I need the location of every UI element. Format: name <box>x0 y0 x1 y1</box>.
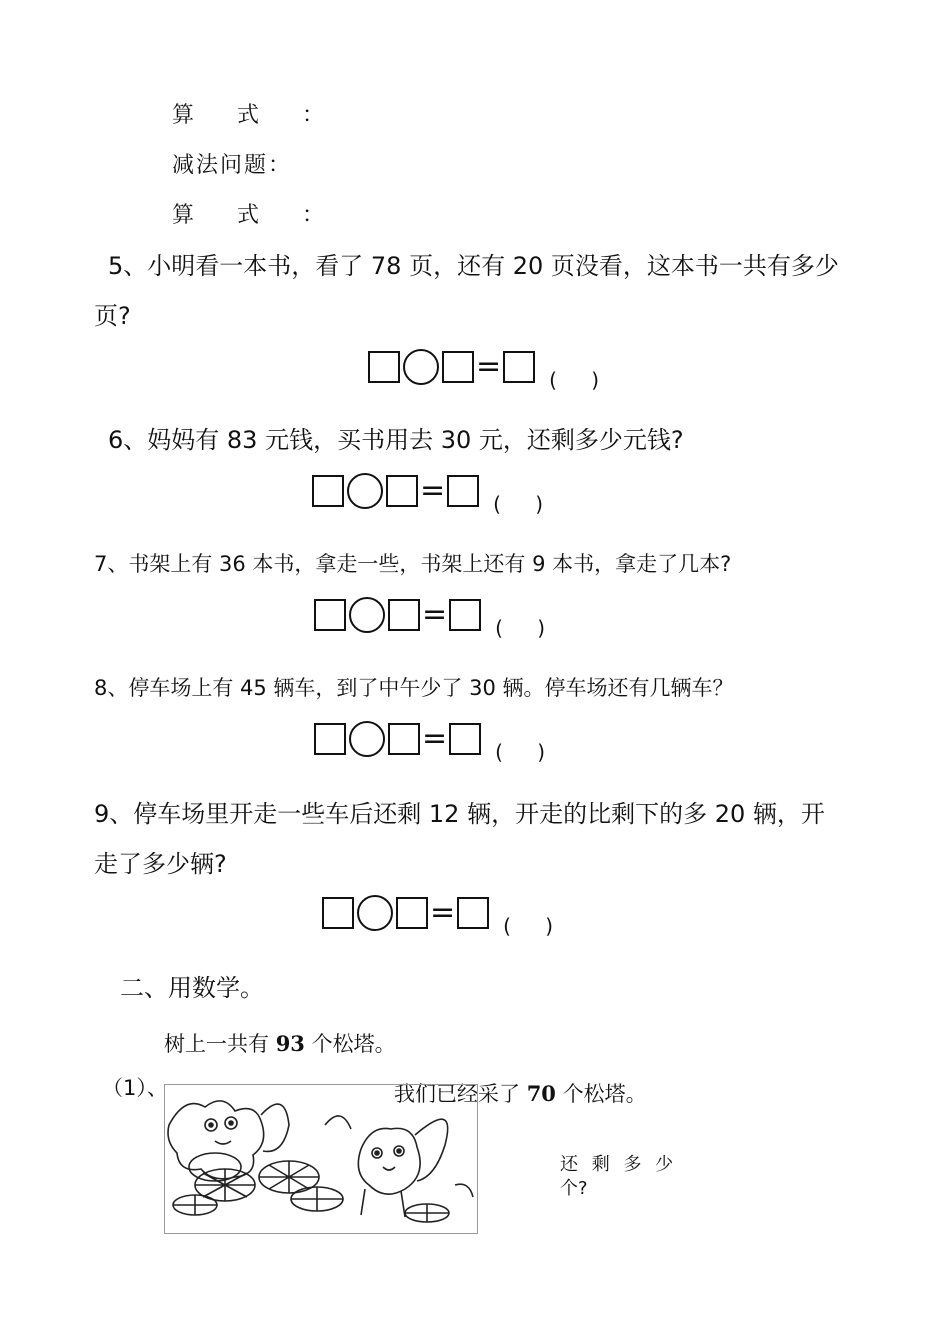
question-9-line1: 9、停车场里开走一些车后还剩 12 辆，开走的比剩下的多 20 辆，开 <box>94 800 825 828</box>
answer-box[interactable] <box>388 599 420 631</box>
remaining-question-line1: 还 剩 多 少 <box>560 1154 678 1175</box>
formula-label-1: 算 式 ： <box>172 103 342 128</box>
operator-circle[interactable] <box>357 895 393 931</box>
section-2-heading: 二、用数学。 <box>120 974 264 1002</box>
picked-text: 我们已经采了 70 个松塔。 <box>394 1081 647 1106</box>
unit-parentheses[interactable]: ( ) <box>493 492 558 516</box>
unit-parentheses[interactable]: ( ) <box>549 368 614 392</box>
answer-box[interactable] <box>314 599 346 631</box>
question-5-line2: 页? <box>94 302 131 330</box>
operator-circle[interactable] <box>349 597 385 633</box>
operator-circle[interactable] <box>347 473 383 509</box>
operator-circle[interactable] <box>349 721 385 757</box>
tree-total-text: 树上一共有 93 个松塔。 <box>164 1031 396 1056</box>
unit-parentheses[interactable]: ( ) <box>495 616 560 640</box>
result-box[interactable] <box>447 475 479 507</box>
answer-box[interactable] <box>314 723 346 755</box>
equation-template-6 <box>312 466 557 516</box>
answer-box[interactable] <box>388 723 420 755</box>
equals-sign: = <box>476 349 502 384</box>
result-box[interactable] <box>449 599 481 631</box>
equals-sign: = <box>422 597 448 632</box>
answer-box[interactable] <box>312 475 344 507</box>
answer-box[interactable] <box>322 897 354 929</box>
operator-circle[interactable] <box>403 349 439 385</box>
answer-box[interactable] <box>368 351 400 383</box>
answer-box[interactable] <box>442 351 474 383</box>
equation-template-7 <box>314 590 559 640</box>
question-8: 8、停车场上有 45 辆车，到了中午少了 30 辆。停车场还有几辆车？ <box>94 676 734 700</box>
squirrels-illustration-icon <box>164 1084 478 1234</box>
question-6: 6、妈妈有 83 元钱，买书用去 30 元，还剩多少元钱? <box>108 426 684 454</box>
equals-sign: = <box>430 895 456 930</box>
equals-sign: = <box>420 473 446 508</box>
equation-template-5 <box>368 342 613 392</box>
question-7: 7、书架上有 36 本书，拿走一些，书架上还有 9 本书，拿走了几本? <box>94 552 732 576</box>
item-1-label: （1）、 <box>102 1076 168 1100</box>
result-box[interactable] <box>457 897 489 929</box>
unit-parentheses[interactable]: ( ) <box>503 914 568 938</box>
result-box[interactable] <box>503 351 535 383</box>
equation-template-9 <box>322 888 567 938</box>
answer-box[interactable] <box>386 475 418 507</box>
formula-label-2: 算 式 ： <box>172 203 342 228</box>
equals-sign: = <box>422 721 448 756</box>
result-box[interactable] <box>449 723 481 755</box>
answer-box[interactable] <box>396 897 428 929</box>
equation-template-8 <box>314 714 559 764</box>
question-5-line1: 5、小明看一本书，看了 78 页，还有 20 页没看，这本书一共有多少 <box>108 252 839 280</box>
remaining-question-line2: 个? <box>560 1178 588 1199</box>
unit-parentheses[interactable]: ( ) <box>495 740 560 764</box>
question-9-line2: 走了多少辆? <box>94 850 227 878</box>
subtraction-problem-label: 减法问题： <box>172 153 293 178</box>
